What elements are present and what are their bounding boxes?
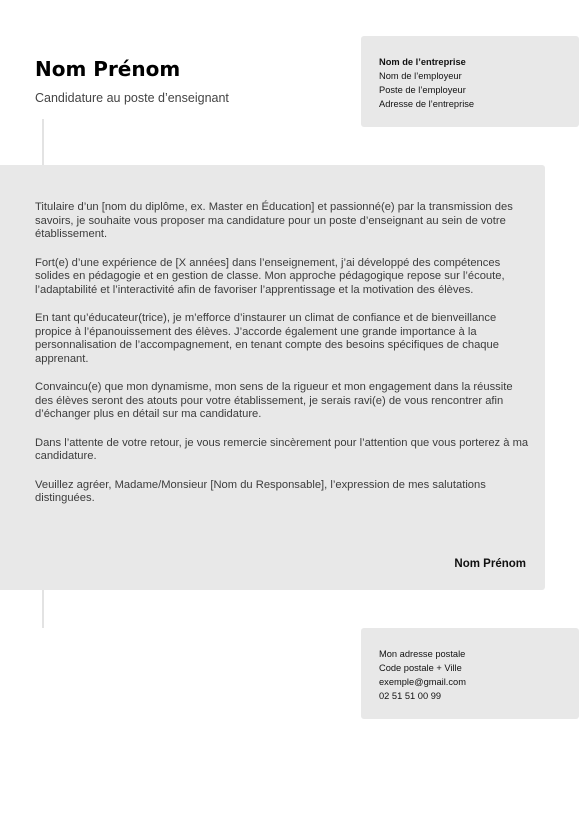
decorative-divider-bottom: [42, 590, 44, 628]
company-address: Adresse de l’entreprise: [379, 99, 475, 109]
postal-address: Mon adresse postale: [379, 649, 466, 659]
letter-paragraph: Veuillez agréer, Madame/Monsieur [Nom du Responsable], l’expression de mes salutations distinguées.: [35, 478, 486, 504]
letter-body-box: [0, 165, 545, 590]
employer-name: Nom de l’employeur: [379, 71, 462, 81]
decorative-divider-top: [42, 119, 44, 166]
applicant-name: Nom Prénom: [35, 57, 181, 81]
contact-info-text: [379, 647, 466, 703]
postal-code-city: Code postale + Ville: [379, 663, 462, 673]
letter-paragraph: Convaincu(e) que mon dynamisme, mon sens de la rigueur et mon engagement dans la réussite des élèves seront des atouts pour votre établissement, je serais ravi(e) de vous rencontrer afin d’échanger plus en détail sur ma candidature.: [35, 381, 513, 420]
letter-subtitle: Candidature au poste d’enseignant: [35, 91, 229, 105]
letter-paragraph: Titulaire d’un [nom du diplôme, ex. Master en Éducation] et passionné(e) par la transmission des savoirs, je souhaite vous proposer ma candidature pour un poste d’enseignant au sein de votre établissement.: [35, 201, 513, 240]
letter-paragraph: Dans l’attente de votre retour, je vous remercie sincèrement pour l’attention que vous porterez à ma candidature.: [35, 436, 529, 462]
employer-info-box: [361, 36, 579, 127]
company-name: Nom de l’entreprise: [379, 57, 466, 67]
employer-position: Poste de l’employeur: [379, 85, 466, 95]
signature: Nom Prénom: [454, 558, 526, 570]
email-address: exemple@gmail.com: [379, 677, 466, 687]
letter-paragraph: Fort(e) d’une expérience de [X années] dans l’enseignement, j’ai développé des compétences solides en pédagogie et en gestion de classe. Mon approche pédagogique repose sur l’écoute, l’adaptabilité et l’interactivité afin de favoriser l’apprentissage et la motivation des élèves.: [35, 256, 505, 296]
letter-body: [35, 201, 530, 521]
employer-info-text: [379, 55, 474, 111]
letter-paragraph: En tant qu’éducateur(trice), je m’efforce d’instaurer un climat de confiance et de bienveillance propice à l’épanouissement des élèves. J’accorde également une grande importance à la personnalisation de l’accompagnement, en tenant compte des besoins spécifiques de chaque apprenant.: [35, 312, 499, 365]
contact-info-box: [361, 628, 579, 719]
phone-number: 02 51 51 00 99: [379, 691, 442, 701]
